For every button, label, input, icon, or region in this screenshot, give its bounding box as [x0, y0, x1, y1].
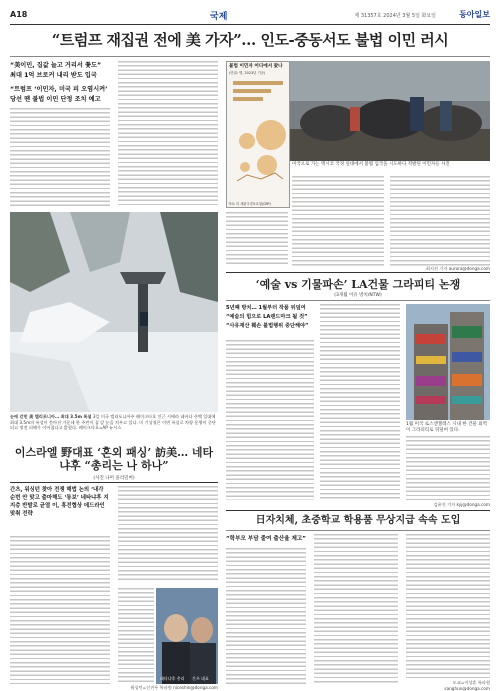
- section-label: 국제: [210, 12, 228, 22]
- art-subhead-1: 5년째 방치… 1월부터 작품 뒤덮여: [226, 305, 306, 311]
- art-subheads: [226, 304, 314, 331]
- snow-photo: [10, 212, 218, 412]
- top-body-col5: [390, 176, 490, 266]
- photo-label-2: 간츠 대표: [192, 676, 209, 681]
- japan-body-col3: [406, 534, 490, 678]
- gaza-body-col2: [118, 486, 218, 582]
- top-body-col1: [10, 108, 110, 206]
- subhead-3: “트럼프 ‘이민자, 미국 피 오염시켜’: [10, 86, 108, 93]
- gaza-credit: (사진 나머 올리밀버): [93, 476, 135, 481]
- photo-caption: 미국으로 가는 멕시코 국경 일대에서 불법 입국을 시도하다 적발된 이민자들 사진: [292, 162, 450, 167]
- gaza-headline: 이스라엘 野대표 ‘혼외 패싱’ 訪美… 네타냐후 “총리는 나 하나”: [14, 446, 214, 472]
- bar-3: [233, 97, 263, 101]
- graffiti-tower-photo: [406, 304, 490, 420]
- art-body-col1: [226, 340, 314, 500]
- divider: [226, 530, 490, 531]
- immigration-chart: [226, 61, 290, 208]
- newspaper-logo: 동아일보: [459, 10, 490, 19]
- page-number: A18: [10, 10, 28, 19]
- art-byline: 김윤진 기자 kyj@donga.com: [433, 502, 490, 507]
- graffiti-caption: 1월 미국 로스앤젤레스 시내 한 건물 외벽이 그라피티로 뒤덮여 있다.: [406, 422, 487, 433]
- snow-caption-text: 3일 미국 캘리포니아주 레이크타호 인근 시에라 네바다 산맥 일대에 최대 3.5m의 폭설이 쏟아진 가운데 한 주민이 집 앞 눈을 치우고 있다. 미 기상청은 이번 폭설로 차량 운행이 중단되고 정전 피해가 이어졌다고 밝혔다.: [10, 414, 216, 430]
- japan-headline: 日자치체, 초중학교 학용품 무상지급 속속 도입: [255, 515, 461, 526]
- art-body-col3: [406, 436, 490, 500]
- chart-source: 자료: 미 세관국경보호청(CBP): [228, 202, 271, 206]
- chart-graphic: [227, 75, 289, 195]
- subhead-1: “美이민, 집값 늘고 거리서 쫓도”: [10, 62, 102, 69]
- japan-subhead: “학부모 부담 줄여 출산율 제고”: [226, 536, 306, 542]
- art-subhead-2: “예술의 힘으로 LA랜드마크 될 것”: [226, 314, 308, 320]
- gaza-lede: 간츠, 워싱턴 찾아 전쟁 해법 논의 ‘내각 순번 안 맞고 출마해도 ‘통보’ 네타냐후 지지층 반발로 균열 이, 휴전협상 데드라인 맞춰 전략: [10, 487, 109, 517]
- divider: [10, 56, 490, 57]
- bubble-4: [240, 162, 250, 172]
- japan-body-col1: [226, 548, 306, 684]
- top-subheads: [10, 61, 110, 105]
- snow-caption: [10, 414, 218, 431]
- border-crowd-photo: [290, 61, 490, 161]
- art-subhead-3: “사유재산 훼손 불법행위 중단해야”: [226, 323, 309, 329]
- top-body-col2: [118, 61, 218, 206]
- art-headline: ‘예술 vs 기물파손’ LA건물 그라피티 논쟁: [255, 278, 461, 291]
- gaza-byline: 워싱턴=신진우 특파원 niceshin@donga.com: [130, 685, 218, 690]
- issue-meta: 제 31357호 2024년 3월 5일 화요일: [354, 13, 436, 19]
- page-header: [10, 8, 490, 25]
- top-byline: 최지선 기자 aurora@donga.com: [425, 266, 490, 271]
- gaza-photo: [156, 588, 218, 684]
- gaza-body-col2b: [118, 588, 154, 684]
- bubble-1: [256, 120, 286, 150]
- snow-credit: 레이크타호=AP 뉴시스: [78, 425, 122, 430]
- divider: [226, 272, 490, 273]
- snow-caption-title: 눈에 갇힌 美 캘리포니아… 최대 3.5m 폭설: [10, 414, 92, 419]
- divider: [226, 510, 490, 511]
- gaza-body-col1: [10, 536, 110, 684]
- bubble-3: [257, 155, 277, 175]
- divider: [10, 482, 218, 483]
- divider: [226, 300, 490, 301]
- bar-1: [233, 81, 283, 85]
- subhead-4: 당선 땐 불법 이민 단정 조치 예고: [10, 96, 101, 103]
- chart-line: [237, 173, 283, 181]
- chart-title: 불법 이민자 어디에서 왔나: [229, 64, 283, 69]
- art-body-col2: [320, 304, 400, 500]
- japan-body-col2: [314, 534, 398, 684]
- photo-label-1: 네타냐후 총리: [160, 676, 185, 681]
- bar-2: [233, 89, 271, 93]
- art-credit: (3개월 이유 방치/NTW): [334, 293, 382, 298]
- bubble-2: [239, 133, 255, 149]
- japan-byline: 도쿄=이상훈 특파원 sanghun@donga.com: [444, 680, 490, 691]
- top-body-col4: [292, 176, 384, 266]
- subhead-2: 최대 1억 브로커 내리 받도 입국: [10, 72, 97, 79]
- top-headline: “트럼프 재집권 전에 美 가자”… 인도-중동서도 불법 이민 러시: [51, 31, 449, 49]
- top-body-col3: [226, 212, 288, 266]
- chart-subtitle: (단위: 명, 2023년 기준): [229, 71, 266, 75]
